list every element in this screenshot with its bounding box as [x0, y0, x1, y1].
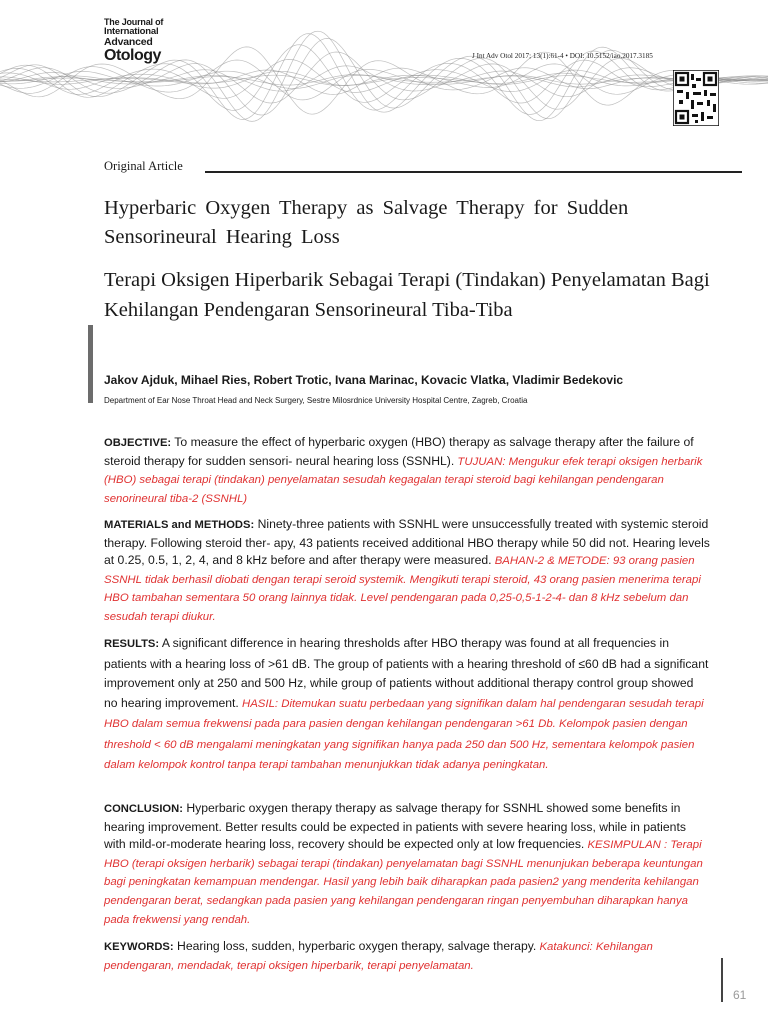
authors: Jakov Ajduk, Mihael Ries, Robert Trotic, Ivana Marinac, Kovacic Vlatka, Vladimir Bedekovic — [104, 373, 624, 387]
page-number: 61 — [733, 988, 747, 1002]
methods-section — [104, 516, 710, 627]
sidebar-bar — [88, 325, 93, 403]
logo-line-3: Advanced — [104, 35, 153, 48]
page-number-bar — [721, 958, 723, 1002]
keywords-text: Hearing loss, sudden, hyperbaric oxygen therapy, salvage therapy. — [173, 939, 537, 953]
journal-logo — [104, 18, 170, 64]
methods-text: Ninety-three patients with SSNHL were unsuccessfully treated with systemic steroid therapy. Following steroid ther- apy, 43 patients received additional HBO therapy while 50 did not. Hearing levels at 0.25, 0.5, 1, 2, 4, and 8 kHz before and after therapy were measured. — [104, 517, 710, 568]
objective-label: OBJECTIVE: — [104, 437, 172, 449]
wave-line — [0, 58, 768, 109]
methods-translation: BAHAN-2 & METODE: 93 orang pasien SSNHL tidak berhasil diobati dengan terapi seroid systemik. Mengikuti terapi steroid, 43 orang pasien menerima terapi HBO tambahan sementara 50 orang lainnya tidak. Level pendengaran pada 0,25-0,5-1-2-4- dan 8 kHz sebelum dan sesudah terapi diukur. — [104, 555, 701, 623]
keywords-label: KEYWORDS: — [104, 941, 174, 953]
header-rule — [205, 171, 742, 173]
article-type: Original Article — [104, 159, 183, 173]
conclusion-section — [104, 800, 710, 929]
citation: J Int Adv Otol 2017; 13(1):61-4 • DOI: 10.5152/iao.2017.3185 — [472, 52, 653, 60]
methods-label: MATERIALS and METHODS: — [104, 519, 255, 531]
results-translation: HASIL: Ditemukan suatu perbedaan yang signifikan dalam hal pendengaran sesudah terapi HBO dalam semua frekwensi pada para pasien dengan kehilangan pendengaran >61 Db. Kelompok pasien dengan threshold < 60 dB mengalami meningkatan yang signifikan hanya pada 250 dan 500 Hz, sementara kelompok pasien dalam kelompok kontrol tanpa terapi tambahan menunjukkan tidak adanya peningkatan. — [104, 697, 704, 771]
title-english: Hyperbaric Oxygen Therapy as Salvage Therapy for Sudden Sensorineural Hearing Loss — [104, 197, 629, 248]
conclusion-text: Hyperbaric oxygen therapy therapy as salvage therapy for SSNHL showed some benefits in hearing improvement. Better results could be expected in patients with severe hearing loss, while in patients with mild-or-moderate hearing loss, recovery should be expected only at low frequencies. — [104, 801, 686, 852]
conclusion-translation: KESIMPULAN : Terapi HBO (terapi oksigen herbarik) sebagai terapi (tindakan) penyelamatan bagi SSNHL menunjukan beberapa keuntungan bagi peningkatan kemampuan mendengar. Hasil yang lebih baik diharapkan pada pasien2 yang menderita kehilangan pendengaran berat, sedangkan pada pasien yang kehilangan pendengaran ringan penyembuhan diharapkan hanya pada frekwensi yang rendah. — [104, 839, 703, 926]
objective-section — [104, 434, 710, 508]
affiliation: Department of Ear Nose Throat Head and Neck Surgery, Sestre Milosrdnice University Hospital Centre, Zagreb, Croatia — [104, 396, 528, 405]
logo-line-2: International — [104, 26, 159, 37]
keywords-translation: Katakunci: Kehilangan pendengaran, mendadak, terapi oksigen hiperbarik, terapi penyelamatan. — [104, 941, 653, 972]
title-indonesian: Terapi Oksigen Hiperbarik Sebagai Terapi (Tindakan) Penyelamatan Bagi Kehilangan Pendengaran Sensorineural Tiba-Tiba — [104, 269, 710, 321]
results-text: A significant difference in hearing thresholds after HBO therapy was found at all frequencies in patients with a hearing loss of >61 dB. The group of patients with a hearing threshold of ≤60 dB had a significant improvement only at 250 and 500 Hz, while group of patients without additional therapy control group showed no hearing improvement. — [104, 636, 709, 710]
results-section — [104, 634, 710, 776]
keywords-section — [104, 938, 710, 975]
objective-text: To measure the effect of hyperbaric oxygen (HBO) therapy as salvage therapy after the failure of steroid therapy for sudden sensori- neural hearing loss (SSNHL). — [104, 435, 694, 468]
logo-line-1: The Journal of — [104, 17, 164, 27]
results-label: RESULTS: — [104, 638, 160, 650]
conclusion-label: CONCLUSION: — [104, 803, 183, 815]
qr-code-icon — [673, 70, 719, 126]
logo-line-4: Otology — [104, 47, 161, 64]
objective-translation: TUJUAN: Mengukur efek terapi oksigen herbarik (HBO) sebagai terapi (tindakan) penyelamatan sesudah kegagalan terapi steroid bagi kehilangan pendengaran senorineural tiba-2 (SSNHL) — [104, 455, 703, 505]
